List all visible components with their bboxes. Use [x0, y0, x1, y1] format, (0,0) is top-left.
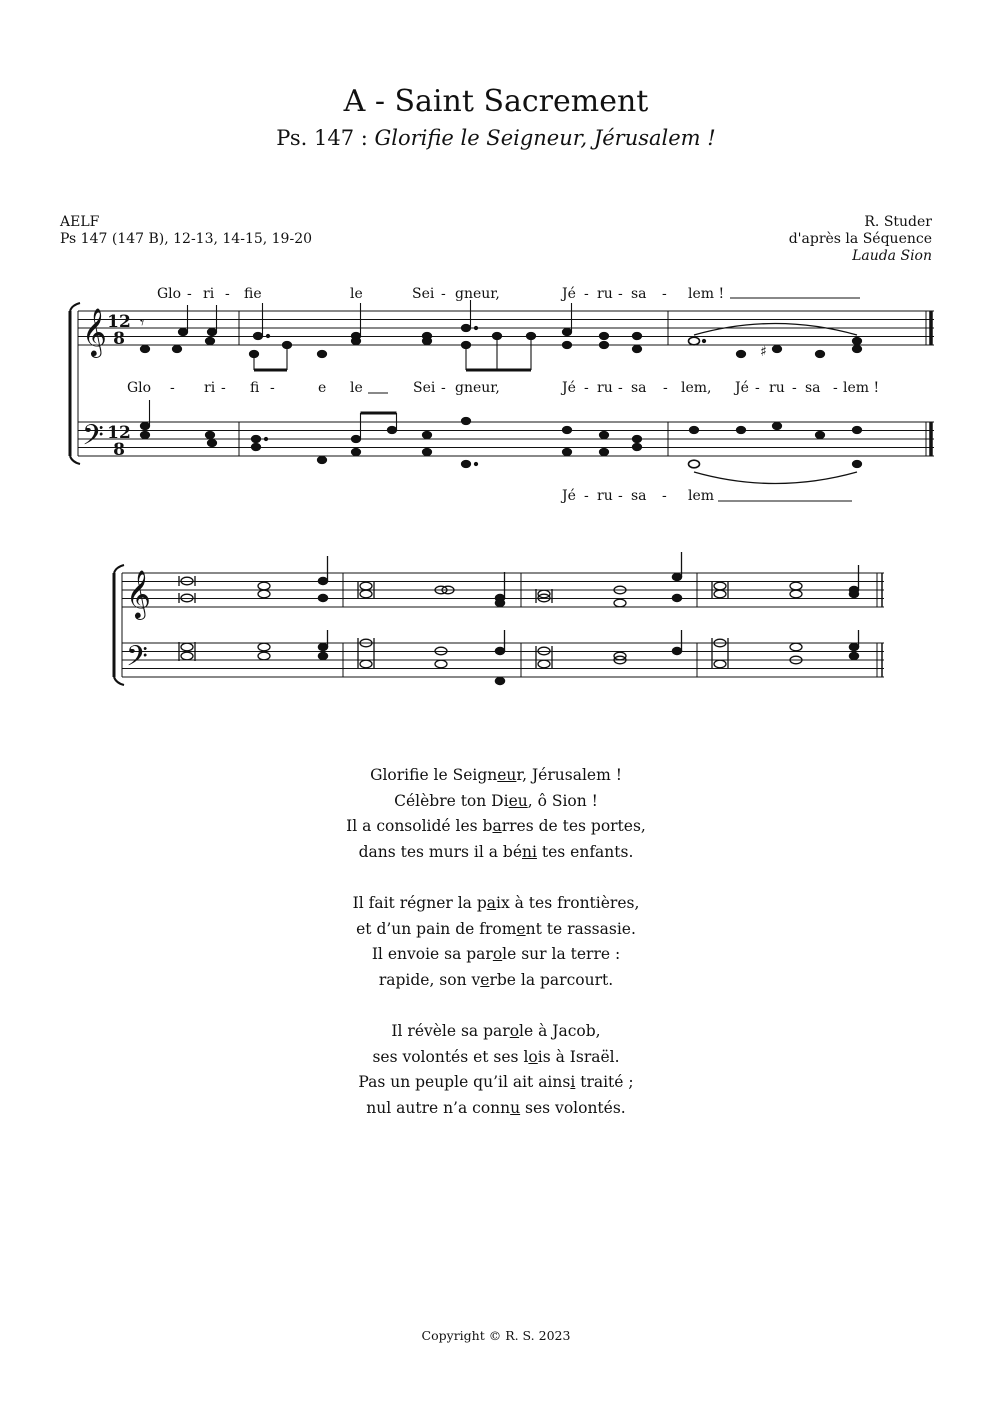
svg-text:Glo: Glo [127, 380, 152, 396]
svg-text:-: - [225, 286, 230, 302]
svg-text:ru: ru [769, 380, 785, 396]
svg-text:-: - [441, 380, 446, 396]
subtitle-prefix: Ps. 147 : [276, 126, 375, 150]
lyrics-middle-line [127, 380, 879, 396]
psalm-verses [0, 763, 992, 1147]
svg-text:Jé: Jé [562, 488, 576, 504]
svg-text:12: 12 [107, 312, 131, 332]
svg-text:ru: ru [597, 380, 613, 396]
svg-text:ri: ri [203, 286, 215, 302]
composer-line-2: d'après la Séquence [788, 231, 932, 247]
svg-text:fie: fie [244, 286, 262, 302]
composer-line-1: R. Studer [864, 214, 932, 230]
svg-text:Jé: Jé [735, 380, 749, 396]
svg-text:-: - [663, 380, 668, 396]
treble-clef-icon: 𝄞 [82, 307, 107, 356]
svg-text:gneur,: gneur, [455, 286, 500, 302]
lyrics-bottom-line [560, 488, 852, 504]
svg-text:-: - [662, 488, 667, 504]
svg-text:-: - [662, 286, 667, 302]
text-source-line-1: AELF [60, 214, 100, 230]
svg-text:-: - [170, 380, 175, 396]
svg-text:-: - [618, 488, 623, 504]
svg-text:lem: lem [688, 488, 715, 504]
verse-line: Il fait régner la paix à tes frontières, [352, 894, 640, 912]
time-signature-treble [107, 312, 131, 349]
svg-text:8: 8 [113, 440, 125, 460]
svg-text:8: 8 [113, 329, 125, 349]
verse-line: ses volontés et ses lois à Israël. [372, 1047, 620, 1066]
subtitle-italic: Glorifie le Seigneur, Jérusalem ! [374, 126, 716, 150]
composer-line-3: Lauda Sion [852, 248, 932, 264]
svg-text:-: - [755, 380, 760, 396]
svg-text:fi: fi [250, 380, 260, 396]
svg-text:-: - [584, 380, 589, 396]
svg-text:sa: sa [631, 380, 647, 396]
svg-text:-: - [187, 286, 192, 302]
verse-line: Célèbre ton Dieu, ô Sion ! [394, 791, 598, 810]
stanza-3 [0, 1019, 992, 1121]
svg-text:Sei: Sei [412, 286, 435, 302]
svg-text:gneur,: gneur, [455, 380, 500, 396]
svg-text:lem !: lem ! [843, 380, 880, 396]
verse-line: nul autre n’a connu ses volontés. [366, 1098, 626, 1117]
svg-text:12: 12 [107, 423, 131, 443]
system-2 [114, 565, 884, 685]
treble-clef-icon-2: 𝄞 [126, 569, 151, 618]
stanza-1 [0, 763, 992, 865]
svg-text:lem,: lem, [681, 380, 712, 396]
verse-line: rapide, son verbe la parcourt. [378, 970, 614, 989]
svg-text:-: - [221, 380, 226, 396]
svg-text:ri: ri [204, 380, 216, 396]
stanza-2 [0, 891, 992, 993]
lyrics-top-line [157, 286, 860, 302]
chant-notes-2 [179, 552, 859, 685]
svg-text:sa: sa [631, 488, 647, 504]
bass-staff-1 [78, 422, 934, 456]
text-source-line-2: Ps 147 (147 B), 12-13, 14-15, 19-20 [60, 231, 313, 247]
verse-line: dans tes murs il a béni tes enfants. [358, 842, 634, 861]
svg-text:-: - [584, 488, 589, 504]
svg-text:sa: sa [631, 286, 647, 302]
page-title: A - Saint Sacrement [343, 84, 649, 119]
svg-text:-: - [584, 286, 589, 302]
svg-text:Jé: Jé [562, 286, 576, 302]
svg-text:ru: ru [597, 286, 613, 302]
svg-text:le: le [350, 286, 363, 302]
verse-line: Il révèle sa parole à Jacob, [391, 1022, 601, 1040]
svg-text:-: - [833, 380, 838, 396]
svg-text:-: - [618, 286, 623, 302]
bass-clef-icon-2: 𝄢 [126, 640, 148, 680]
verse-line: Il envoie sa parole sur la terre : [371, 945, 621, 963]
svg-text:𝄾: 𝄾 [140, 313, 145, 332]
time-signature-bass [107, 423, 131, 460]
svg-text:le: le [350, 380, 363, 396]
svg-text:-: - [441, 286, 446, 302]
copyright-notice: Copyright © R. S. 2023 [421, 1328, 571, 1343]
svg-text:sa: sa [805, 380, 821, 396]
svg-text:-: - [270, 380, 275, 396]
svg-text:♯: ♯ [760, 344, 767, 360]
verse-line: Glorifie le Seigneur, Jérusalem ! [370, 766, 622, 784]
svg-text:lem !: lem ! [688, 286, 725, 302]
verse-line: et d’un pain de froment te rassasie. [356, 919, 636, 938]
svg-text:e: e [318, 380, 327, 396]
bass-notes-1 [140, 400, 861, 484]
svg-text:Glo: Glo [157, 286, 182, 302]
svg-text:ru: ru [597, 488, 613, 504]
svg-text:Jé: Jé [562, 380, 576, 396]
bass-clef-icon: 𝄢 [82, 419, 104, 459]
verse-line: Il a consolidé les barres de tes portes, [346, 817, 646, 835]
svg-text:-: - [792, 380, 797, 396]
svg-text:Sei: Sei [413, 380, 436, 396]
verse-line: Pas un peuple qu’il ait ainsi traité ; [358, 1073, 634, 1091]
svg-text:-: - [618, 380, 623, 396]
